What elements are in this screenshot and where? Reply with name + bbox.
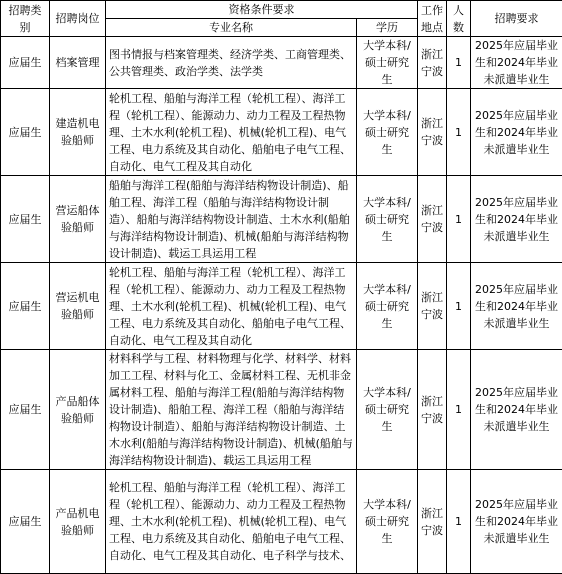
row-count: 1 bbox=[447, 350, 471, 470]
table-row bbox=[1, 37, 562, 89]
row-location: 浙江宁波 bbox=[418, 350, 447, 470]
row-location: 浙江宁波 bbox=[418, 89, 447, 176]
table-row bbox=[1, 176, 562, 263]
row-count: 1 bbox=[447, 263, 471, 350]
header-requirements: 招聘要求 bbox=[471, 1, 562, 37]
row-category: 应届生 bbox=[1, 176, 50, 263]
row-count: 1 bbox=[447, 37, 471, 89]
header-category: 招聘类别 bbox=[1, 1, 50, 37]
row-requirements: 2025年应届毕业生和2024年毕业未派遣毕业生 bbox=[471, 263, 562, 350]
row-requirements: 2025年应届毕业生和2024年毕业未派遣毕业生 bbox=[471, 37, 562, 89]
row-major: 图书情报与档案管理类、经济学类、工商管理类、公共管理类、政治学类、法学类 bbox=[106, 37, 357, 89]
row-major: 轮机工程、船舶与海洋工程（轮机工程）、海洋工程（轮机工程）、能源动力、动力工程及工程热物理、土木水利(轮机工程)、机械(轮机工程)、电气工程、电力系统及其自动化、船舶电子电气工程、自动化、电气工程及其自动化 bbox=[106, 263, 357, 350]
row-category: 应届生 bbox=[1, 89, 50, 176]
row-position: 档案管理 bbox=[50, 37, 106, 89]
table-row bbox=[1, 263, 562, 350]
row-count: 1 bbox=[447, 470, 471, 574]
row-location: 浙江宁波 bbox=[418, 176, 447, 263]
row-category: 应届生 bbox=[1, 470, 50, 574]
row-major: 材料科学与工程、材料物理与化学、材料学、材料加工工程、材料与化工、金属材料工程、无机非金属材料工程、船舶与海洋工程(船舶与海洋结构物设计制造)、船舶工程、海洋工程（船舶与海洋结构物设计制造）、船舶与海洋结构物设计制造、土木水利(船舶与海洋结构物设计制造)、机械(船舶与海洋结构物设计制造)、载运工具运用工程 bbox=[106, 350, 357, 470]
row-education: 大学本科/硕士研究生 bbox=[357, 176, 418, 263]
row-position: 建造机电验船师 bbox=[50, 89, 106, 176]
header-education: 学历 bbox=[357, 19, 418, 37]
row-category: 应届生 bbox=[1, 37, 50, 89]
row-count: 1 bbox=[447, 89, 471, 176]
row-education: 大学本科/硕士研究生 bbox=[357, 350, 418, 470]
row-requirements: 2025年应届毕业生和2024年毕业未派遣毕业生 bbox=[471, 350, 562, 470]
row-education: 大学本科/硕士研究生 bbox=[357, 89, 418, 176]
row-location: 浙江宁波 bbox=[418, 263, 447, 350]
header-location: 工作地点 bbox=[418, 1, 447, 37]
row-requirements: 2025年应届毕业生和2024年毕业未派遣毕业生 bbox=[471, 89, 562, 176]
row-education: 大学本科/硕士研究生 bbox=[357, 263, 418, 350]
row-requirements: 2025年应届毕业生和2024年毕业未派遣毕业生 bbox=[471, 176, 562, 263]
row-education: 大学本科/硕士研究生 bbox=[357, 470, 418, 574]
table-row bbox=[1, 89, 562, 176]
row-position: 营运机电验船师 bbox=[50, 263, 106, 350]
header-qualifications: 资格条件要求 bbox=[106, 1, 418, 19]
row-count: 1 bbox=[447, 176, 471, 263]
row-major: 船舶与海洋工程(船舶与海洋结构物设计制造)、船舶工程、海洋工程（船舶与海洋结构物设计制造）、船舶与海洋结构物设计制造、土木水利(船舶与海洋结构物设计制造)、机械(船舶与海洋结构物设计制造)、载运工具运用工程 bbox=[106, 176, 357, 263]
row-category: 应届生 bbox=[1, 350, 50, 470]
row-position: 产品机电验船师 bbox=[50, 470, 106, 574]
row-major: 轮机工程、船舶与海洋工程（轮机工程）、海洋工程（轮机工程）、能源动力、动力工程及工程热物理、土木水利(轮机工程)、机械(轮机工程)、电气工程、电力系统及其自动化、船舶电子电气工程、自动化、电气工程及其自动化 bbox=[106, 89, 357, 176]
table-row bbox=[1, 350, 562, 470]
row-major: 轮机工程、船舶与海洋工程（轮机工程）、海洋工程（轮机工程）、能源动力、动力工程及工程热物理、土木水利(轮机工程)、机械(轮机工程)、电气工程、电力系统及其自动化、船舶电子电气工程、自动化、电气工程及其自动化、电子科学与技术、 bbox=[106, 470, 357, 574]
row-requirements: 2025年应届毕业生和2024年毕业未派遣毕业生 bbox=[471, 470, 562, 574]
row-location: 浙江宁波 bbox=[418, 470, 447, 574]
row-education: 大学本科/硕士研究生 bbox=[357, 37, 418, 89]
row-position: 产品船体验船师 bbox=[50, 350, 106, 470]
table-row bbox=[1, 470, 562, 574]
row-category: 应届生 bbox=[1, 263, 50, 350]
row-position: 营运船体验船师 bbox=[50, 176, 106, 263]
header-count: 人数 bbox=[447, 1, 471, 37]
header-position: 招聘岗位 bbox=[50, 1, 106, 37]
row-location: 浙江宁波 bbox=[418, 37, 447, 89]
header-major: 专业名称 bbox=[106, 19, 357, 37]
